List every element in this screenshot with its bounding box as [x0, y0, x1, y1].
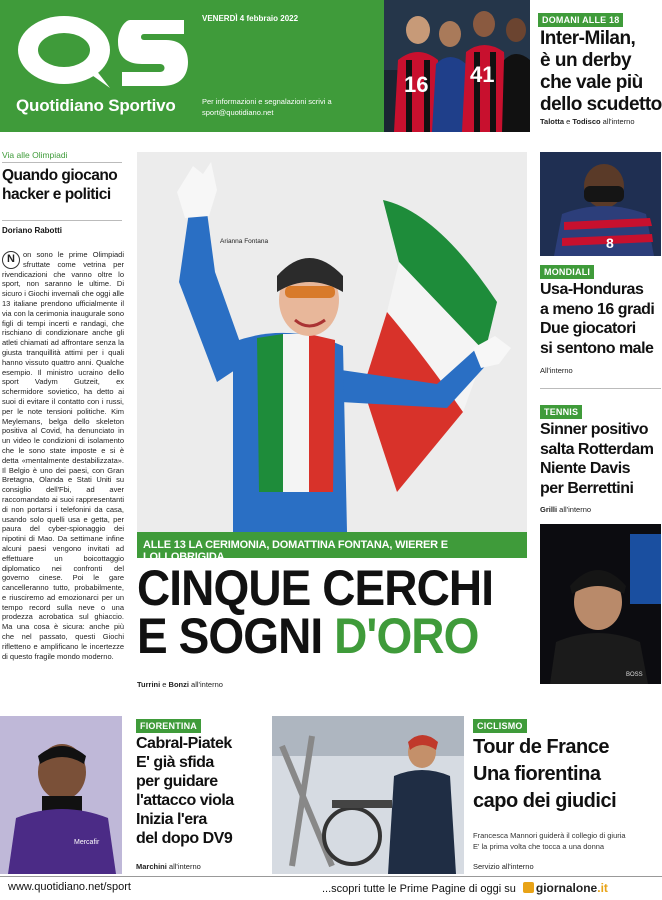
bottom2-title[interactable]: Tour de France Una fiorentina capo dei giudici	[473, 736, 617, 812]
right1-credit: All'interno	[540, 366, 573, 375]
main-strap: ALLE 13 LA CERIMONIA, DOMATTINA FONTANA, WIERER E LOLLOBRIGIDA	[137, 532, 527, 558]
brand-name: Quotidiano Sportivo	[16, 96, 176, 115]
bottom2-credit: Servizio all'interno	[473, 862, 534, 871]
promo-link[interactable]: ...scopri tutte le Prime Pagine di oggi su giornalone.it	[322, 881, 608, 895]
svg-text:16: 16	[404, 72, 429, 97]
left-article-body: N on sono le prime Olimpiadi sfruttate come vetrina per rivendicazioni che vanno oltre lo sport, non saranno le ultime. Di sicuro i Giochi invernali che oggi alle 13 italiane prendono ufficialmente il via con la cerimonia inaugurale sono figli di tempi incerti e randagi, che rischiano di condizionare anche gli atleti chiamati ad affrontare senza la giusta tranquillità attimi per i quali hanno vissuto quattro anni. Qualche esempio. Il ministro ucraino dello sport Vadym Gutzeit, ex schermidore sovietico, ha detto ai suoi di evitare il contatto con i russi, per le note tensioni politiche. Kim Meylemans, belga dello skeleton positiva al Covid, ha denunciato in un video le condizioni di isolamento che le sono state imposte e si è detta «mentalmente destabilizzata». Il Belgio è uno dei paesi, con Gran Bretagna, Olanda e Stati Uniti su consiglio dell'Fbi, ad aver raccomandato ai suoi rappresentanti di non portarsi i telefonini da casa, usando solo quelli usa e getta, per paura del cyber-spionaggio dei nipotini di Mao. Da settimane infine alcuni paesi vengono invitati ad effettuare un boicottaggio diplomatico nei confronti del governo cinese. Poi le gare cancelleranno tutto, probabilmente, e riusciremo ad emozionarci per un tempo record sulla neve o una prodezza acrobatica sul ghiaccio. Ma una cosa è sicura: anche più che nel passato, questi Giochi rifletteno e amplificano le incertezze di questo fragile mondo moderno.	[2, 250, 124, 661]
main-photo-fontana	[137, 152, 527, 532]
main-credit: Turrini e Bonzi all'interno	[137, 680, 223, 689]
right2-credit: Grilli all'interno	[540, 505, 592, 514]
inter-milan-photo	[384, 0, 530, 132]
svg-text:8: 8	[606, 235, 614, 251]
divider	[2, 220, 122, 221]
issue-date: VENERDÌ 4 febbraio 2022	[202, 14, 299, 23]
bottom1-title[interactable]: Cabral-Piatek E' già sfida per guidare l'attacco viola Inizia l'era del dopo DV9	[136, 735, 234, 847]
right1-title[interactable]: Usa-Honduras a meno 16 gradi Due giocatori si sentono male	[540, 281, 655, 357]
left-article-title[interactable]: Quando giocano hacker e politici	[2, 167, 118, 203]
svg-text:Mercafir: Mercafir	[74, 839, 100, 846]
left-article-author: Doriano Rabotti	[2, 226, 62, 235]
bottom1-credit: Marchini all'interno	[136, 862, 201, 871]
right1-kicker: MONDIALI	[540, 262, 594, 280]
divider	[540, 388, 661, 389]
photo-caption: Arianna Fontana	[220, 238, 269, 245]
cabral-photo	[0, 716, 122, 874]
top-story-kicker: DOMANI ALLE 18	[538, 10, 623, 28]
usa-player-photo	[540, 152, 661, 256]
bottom1-kicker: FIORENTINA	[136, 716, 201, 734]
right2-kicker: TENNIS	[540, 402, 582, 420]
contact-info: Per informazioni e segnalazioni scrivi a sport@quotidiano.net	[202, 97, 332, 117]
bottom2-summary: Francesca Mannori guiderà il collegio di giuria E' la prima volta che tocca a una donna	[473, 831, 626, 851]
giornalone-icon	[523, 882, 534, 893]
top-story-credit: Talotta e Todisco all'interno	[540, 117, 635, 126]
svg-text:BOSS: BOSS	[626, 672, 643, 678]
site-url-link[interactable]: www.quotidiano.net/sport	[8, 881, 131, 893]
berrettini-photo	[540, 524, 661, 684]
cycling-photo	[272, 716, 464, 874]
top-story-title[interactable]: Inter-Milan, è un derby che vale più dello scudetto	[540, 28, 662, 115]
qs-logo	[12, 10, 192, 92]
bottom2-kicker: CICLISMO	[473, 716, 527, 734]
main-headline[interactable]: CINQUE CERCHI E SOGNI D'ORO	[137, 560, 494, 664]
right2-title[interactable]: Sinner positivo salta Rotterdam Niente Davis per Berrettini	[540, 421, 654, 497]
svg-text:41: 41	[470, 62, 495, 87]
dropcap: N	[2, 251, 20, 269]
divider	[2, 162, 122, 163]
left-article-kicker: Via alle Olimpiadi	[2, 150, 68, 160]
